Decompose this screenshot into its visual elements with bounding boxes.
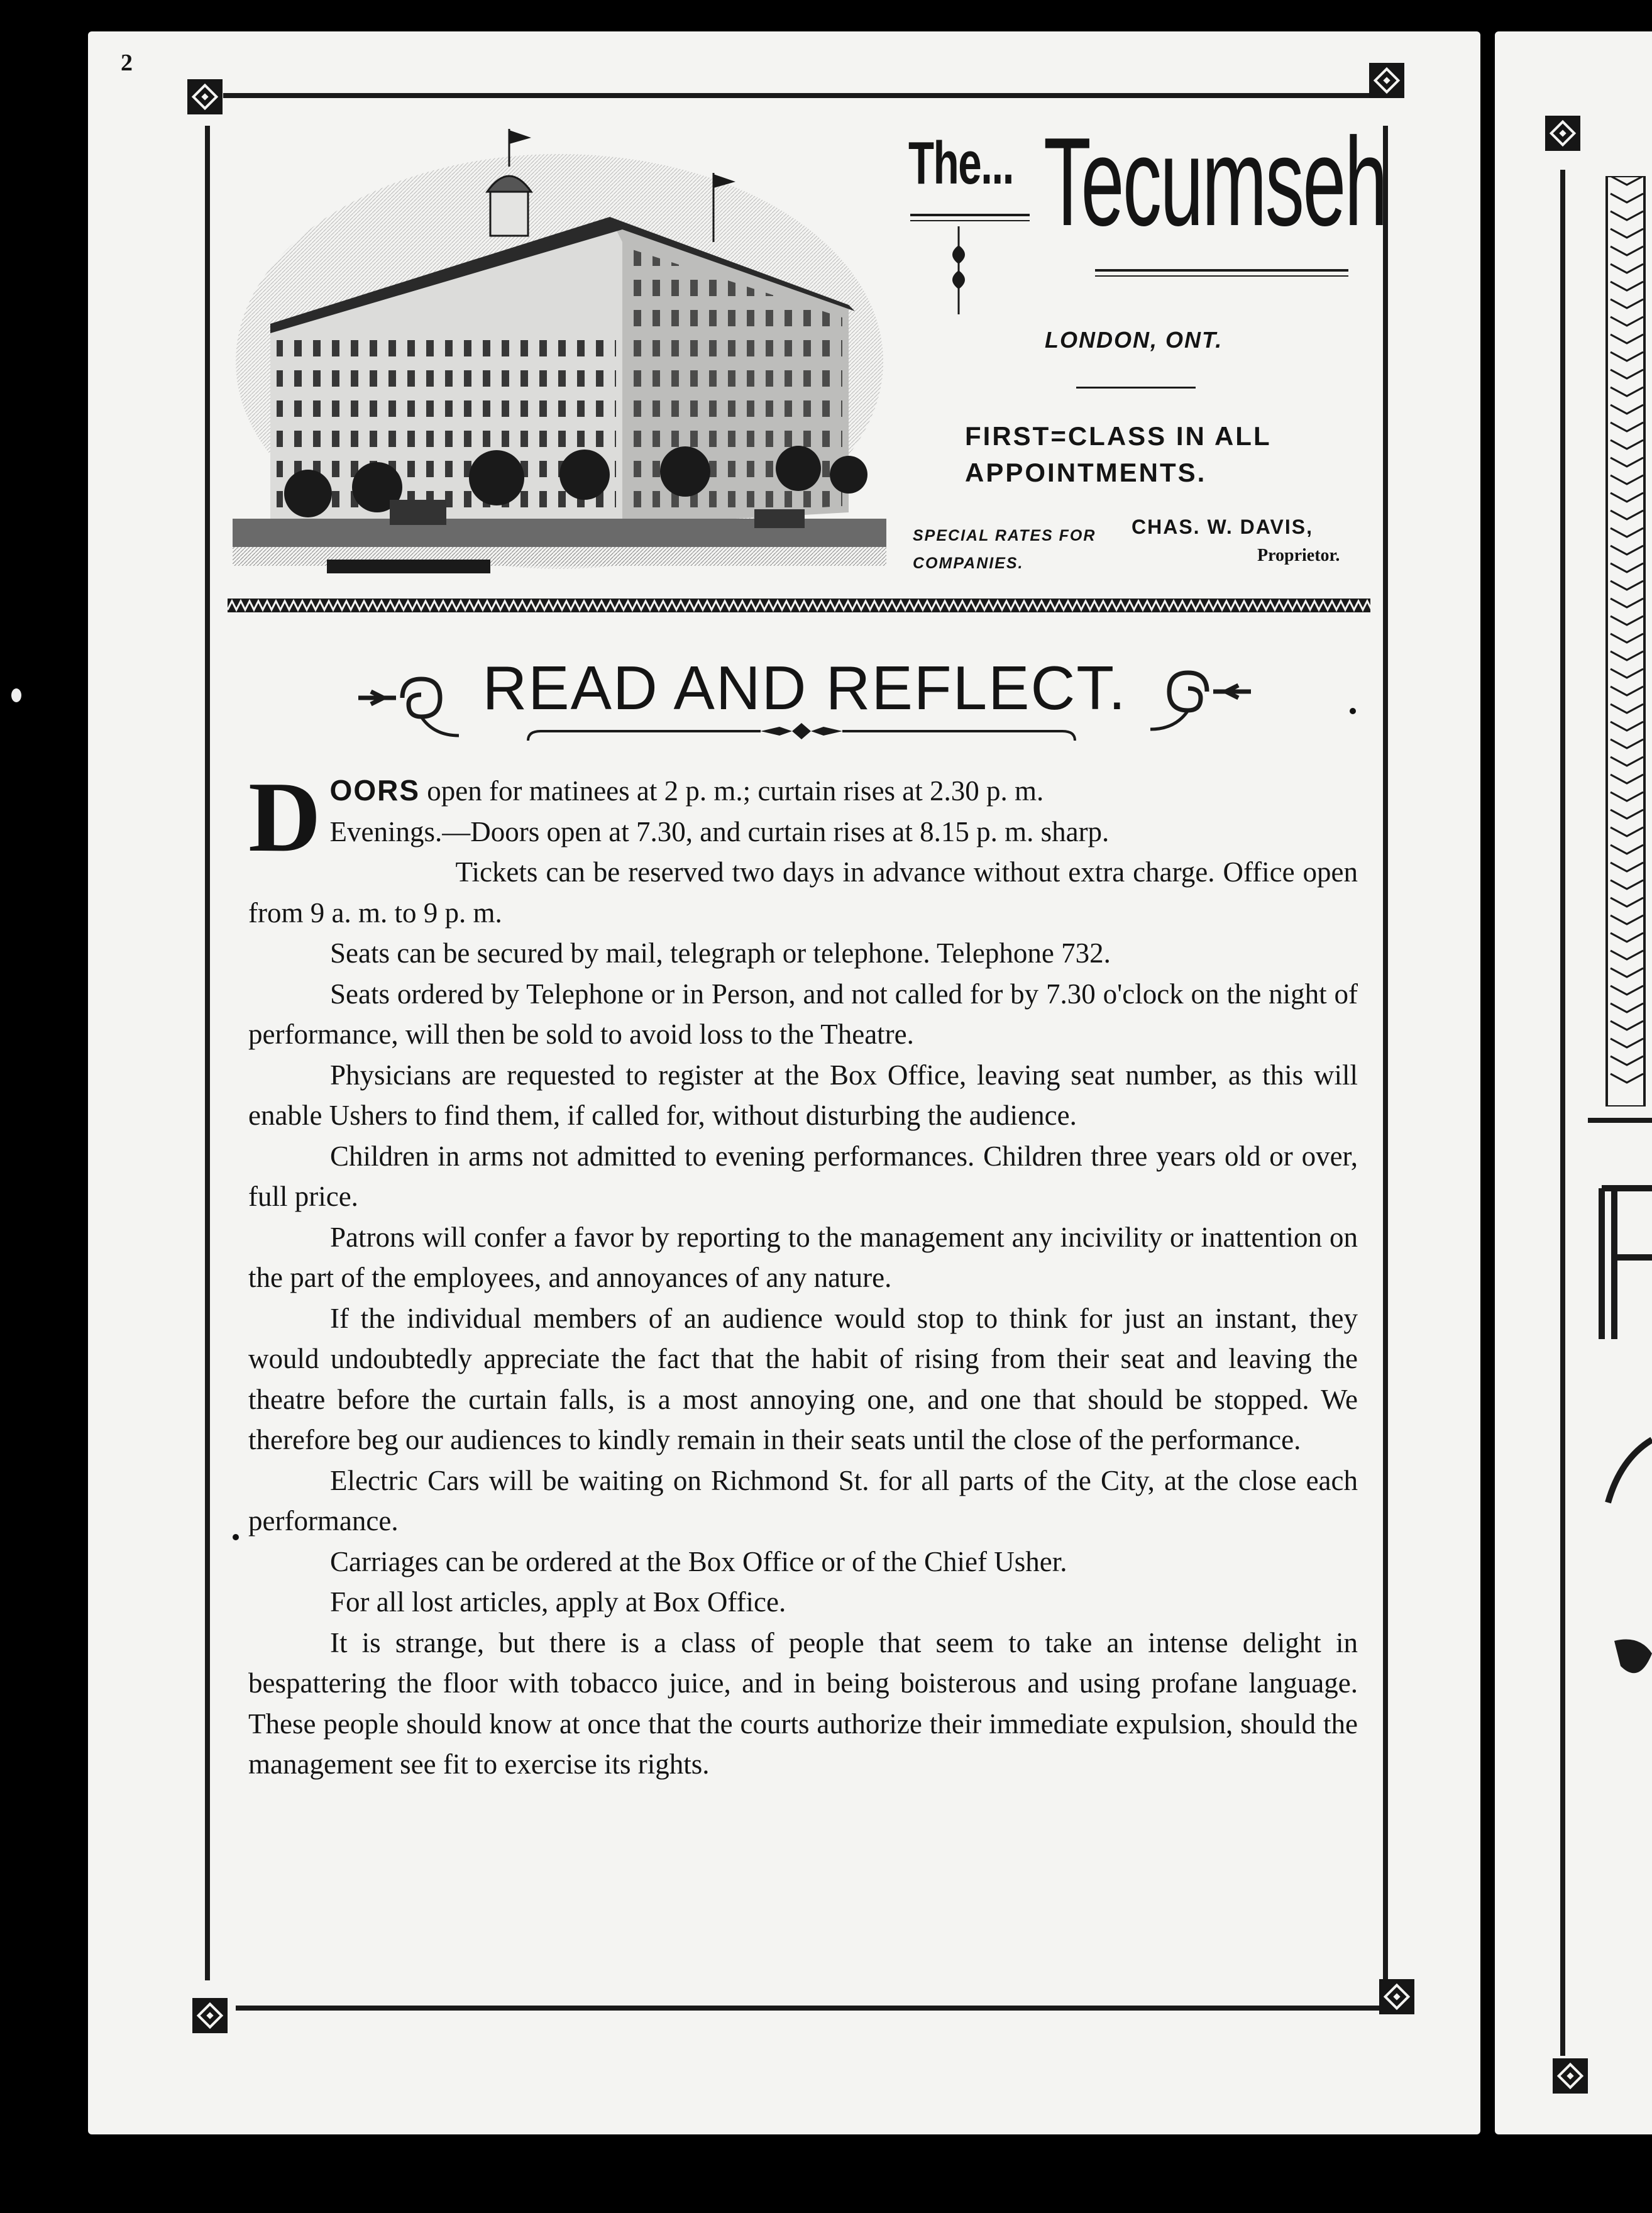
next-page-rule bbox=[1588, 1118, 1652, 1123]
corner-ornament-bottom-left bbox=[192, 1998, 228, 2033]
brand-rule-right bbox=[1095, 269, 1348, 277]
paragraph-seats-mail: Seats can be secured by mail, telegraph or telephone. Telephone 732. bbox=[330, 937, 1111, 969]
hotel-tagline: FIRST=CLASS IN ALL APPOINTMENTS. bbox=[965, 421, 1271, 487]
next-page-corner-ornament bbox=[1553, 2058, 1588, 2094]
corner-ornament-top-right bbox=[1369, 63, 1404, 98]
brand-rule-left bbox=[910, 214, 1030, 221]
doors-line-1: open for matinees at 2 p. m.; curtain rises at 2.30 p. m. bbox=[427, 775, 1044, 807]
headline-underline-ornament bbox=[522, 722, 1081, 747]
scan-speck bbox=[11, 688, 21, 702]
next-page-corner-ornament bbox=[1545, 116, 1580, 151]
paragraph-carriages: Carriages can be ordered at the Box Office or of the Chief Usher. bbox=[330, 1545, 1067, 1577]
special-rates-note: SPECIAL RATES FOR COMPANIES. bbox=[913, 527, 1096, 572]
hotel-location: LONDON, ONT. bbox=[1045, 327, 1223, 353]
page-number: 2 bbox=[121, 50, 133, 76]
paragraph-lost-articles: For all lost articles, apply at Box Office. bbox=[330, 1586, 786, 1618]
doors-line-2: Evenings.—Doors open at 7.30, and curtain rises at 8.15 p. m. sharp. bbox=[329, 815, 1110, 847]
corner-ornament-bottom-right bbox=[1379, 1979, 1414, 2014]
paragraph-tobacco: It is strange, but there is a class of people that seem to take an intense delight in bespattering the floor with tobacco juice, and in being boisterous and using profane language. These people should know at once that the courts authorize their immediate expulsion, should the management see fit to exercise its rights. bbox=[248, 1626, 1358, 1780]
scroll-ornament-right-icon bbox=[1150, 660, 1251, 736]
ink-speck bbox=[1350, 708, 1356, 714]
paragraph-doors bbox=[248, 761, 1358, 933]
frame-top bbox=[223, 93, 1377, 98]
doors-line-3: Tickets can be reserved two days in advance without extra charge. Office open from 9 a. m. to 9 p. m. bbox=[248, 856, 1358, 929]
corner-ornament-top-left bbox=[187, 79, 223, 114]
paragraph-physicians: Physicians are requested to register at the Box Office, leaving seat number, as this will enable Ushers to find them, if called for, without disturbing the audience. bbox=[248, 1059, 1358, 1131]
rules-body bbox=[248, 761, 1358, 1785]
first-word-rest: OORS bbox=[329, 774, 421, 807]
leaf-ornament-icon bbox=[946, 226, 971, 314]
proprietor-title: Proprietor. bbox=[1257, 546, 1340, 565]
next-page-frame bbox=[1560, 170, 1565, 2056]
frame-right bbox=[1383, 126, 1388, 1987]
next-page-ornament bbox=[1614, 1628, 1652, 1685]
brand-name: Tecumseh bbox=[1044, 112, 1387, 252]
paragraph-electric-cars: Electric Cars will be waiting on Richmond St. for all parts of the City, at the close each performance. bbox=[248, 1464, 1358, 1537]
proprietor-name: CHAS. W. DAVIS, bbox=[1132, 516, 1313, 538]
paragraph-seats-ordered: Seats ordered by Telephone or in Person, and not called for by 7.30 o'clock on the night of performance, will then be sold to avoid loss to the Theatre. bbox=[248, 978, 1358, 1050]
zigzag-divider bbox=[228, 599, 1370, 612]
next-page-flourish bbox=[1602, 1433, 1652, 1509]
location-rule bbox=[1076, 387, 1196, 389]
frame-bottom bbox=[236, 2006, 1392, 2011]
headline: READ AND REFLECT. bbox=[482, 653, 1127, 722]
paragraph-patrons: Patrons will confer a favor by reporting to the management any incivility or inattention on the part of the employees, and annoyances of any nature. bbox=[248, 1221, 1358, 1293]
ink-speck bbox=[233, 1534, 239, 1540]
dropcap-letter: D bbox=[248, 761, 321, 873]
brand-prefix: The... bbox=[908, 130, 1014, 197]
next-page-letterform bbox=[1595, 1182, 1652, 1345]
paragraph-children: Children in arms not admitted to evening performances. Children three years old or over, full price. bbox=[248, 1140, 1358, 1212]
hotel-engraving bbox=[233, 123, 886, 578]
paragraph-audience: If the individual members of an audience would stop to think for just an instant, they would undoubtedly appreciate the fact that the habit of rising from their seat and leaving the theatre before the curtain falls, is a most annoying one, and one that should be stopped. We therefore beg our audiences to kindly remain in their seats until the close of the performance. bbox=[248, 1302, 1358, 1455]
next-page-edge bbox=[1495, 31, 1652, 2134]
frame-left bbox=[205, 126, 210, 1980]
scroll-ornament-left-icon bbox=[358, 666, 459, 742]
next-page-border-pattern bbox=[1602, 176, 1652, 1106]
